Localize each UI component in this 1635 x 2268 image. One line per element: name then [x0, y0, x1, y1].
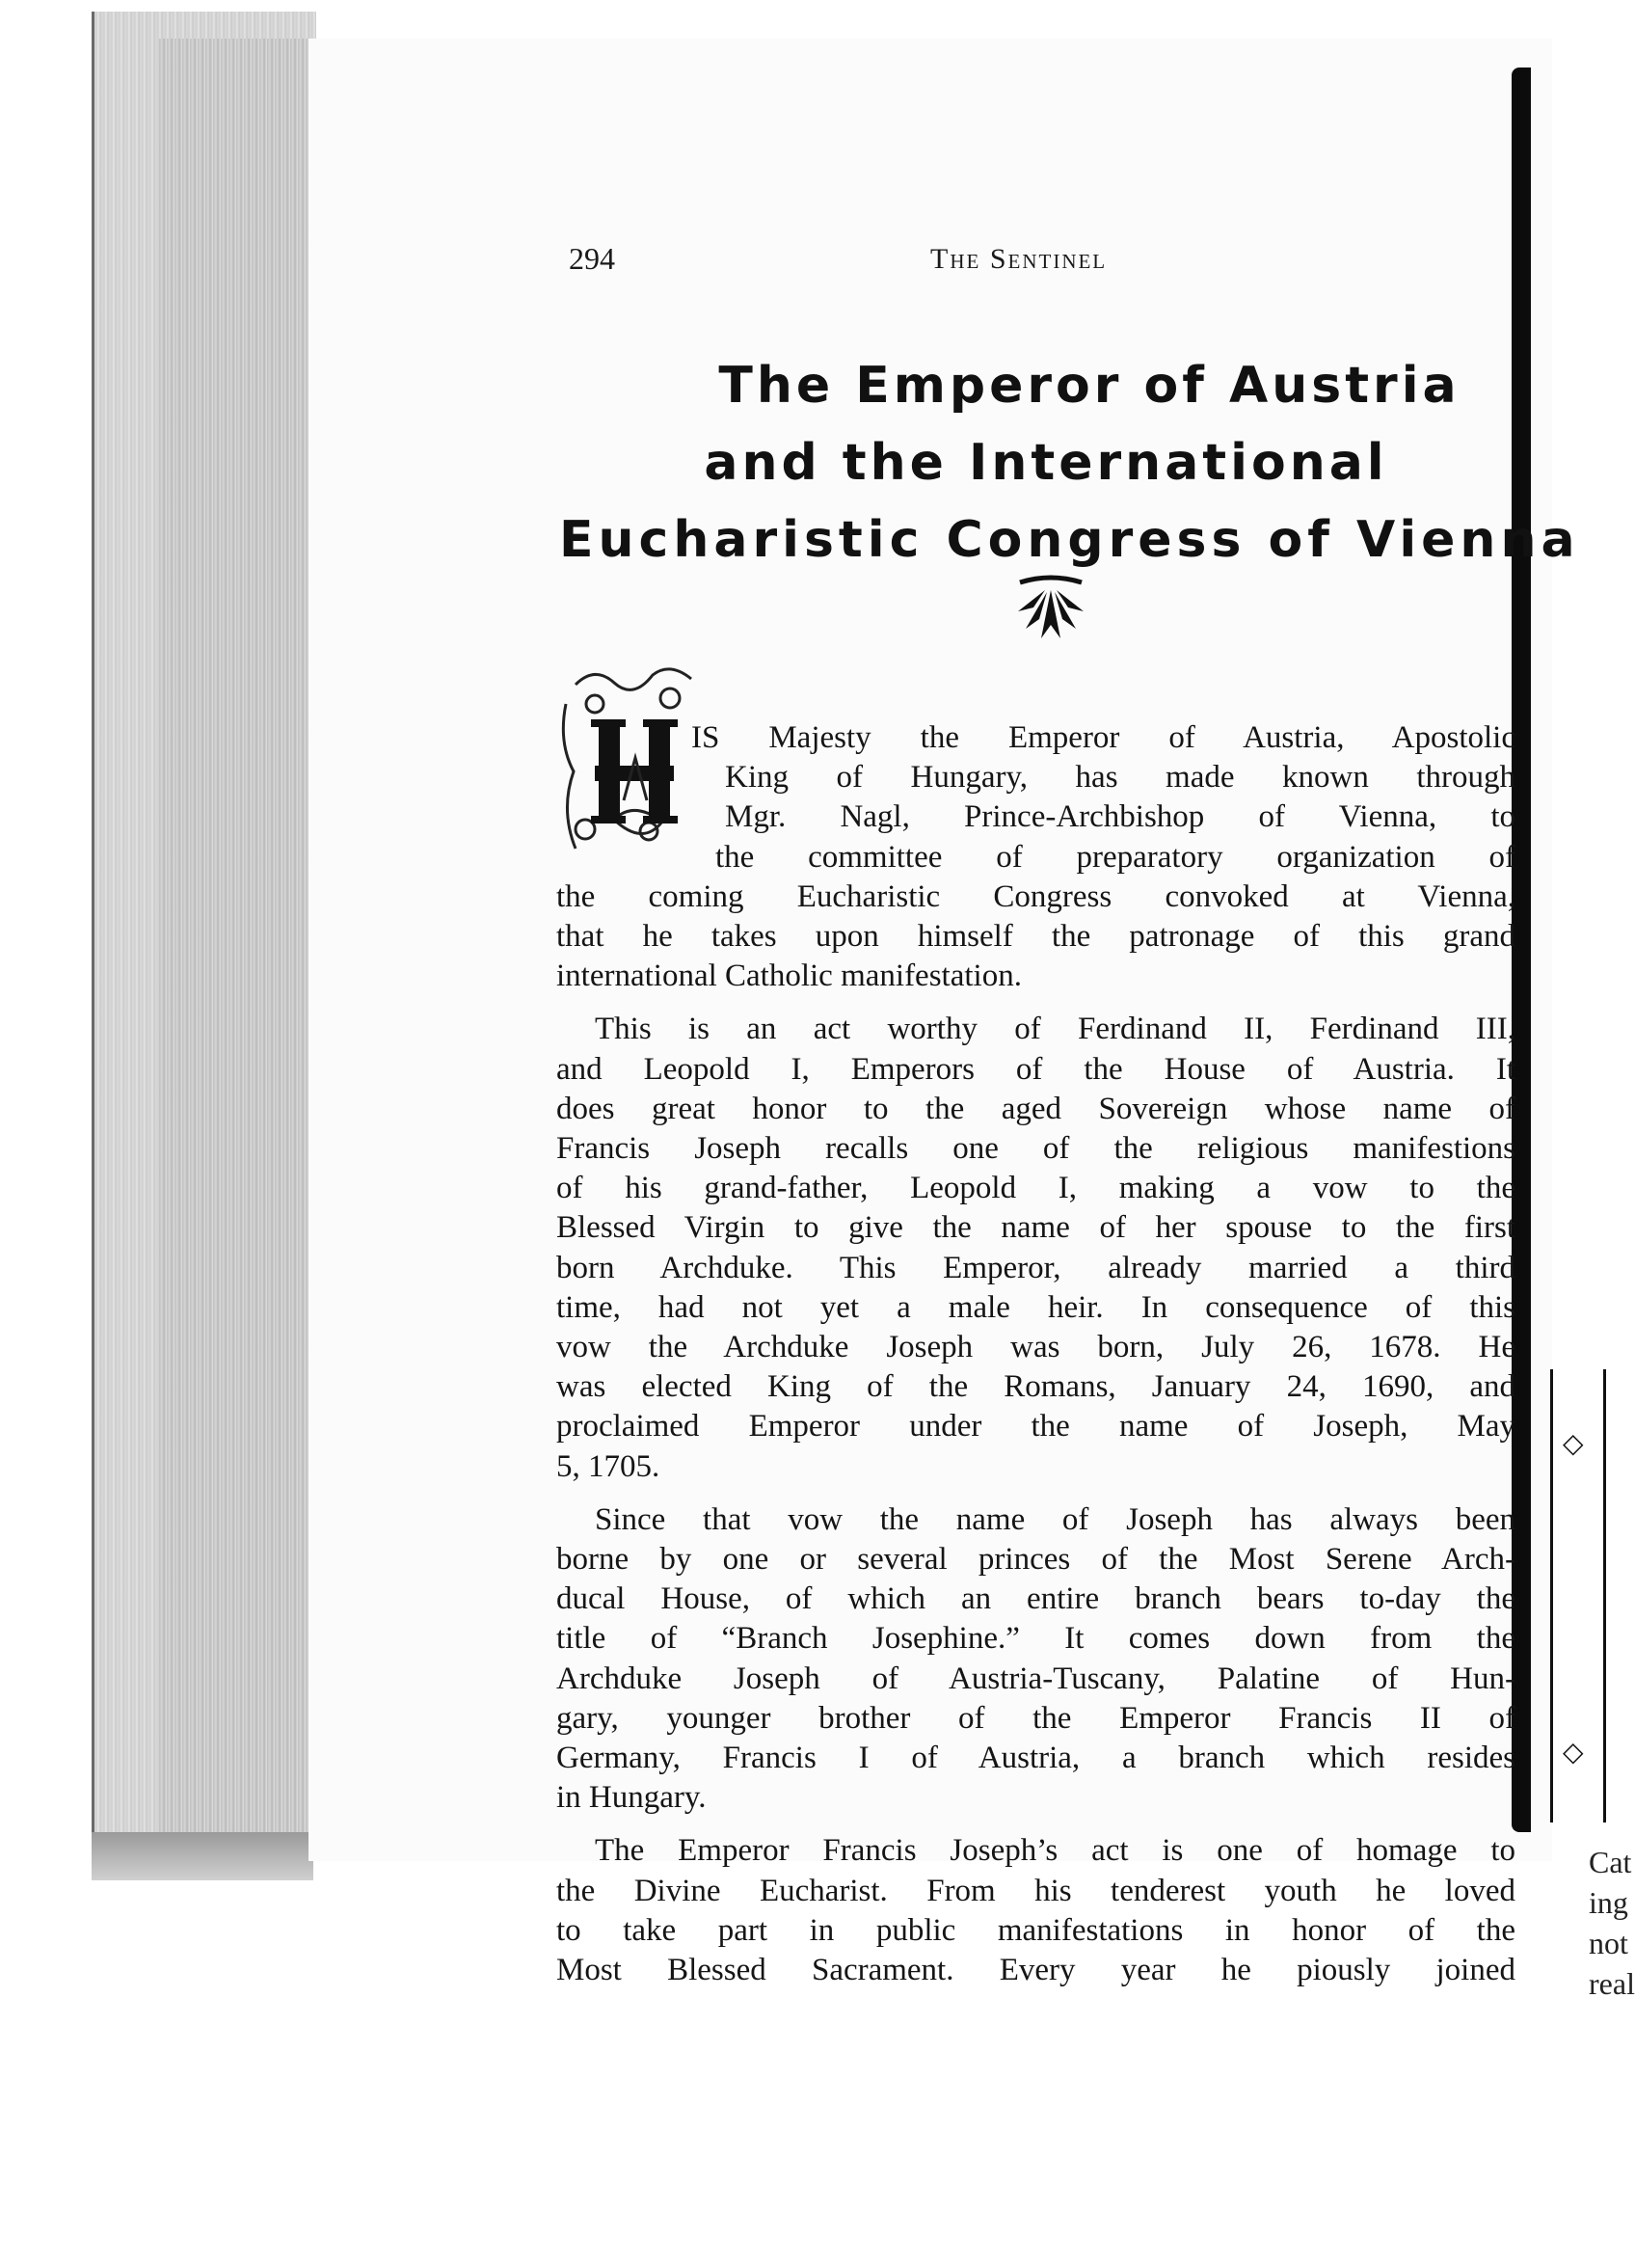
text-line: international Catholic manifestation. [556, 958, 1022, 994]
paragraph [556, 718, 1515, 996]
text-line: King of Hungary, has made known through [725, 760, 1515, 796]
paragraph [556, 1500, 1515, 1819]
text-line: of his grand-father, Leopold I, making a vow to the [556, 1171, 1515, 1206]
facing-page-ornament [1550, 1369, 1606, 1822]
text-line: Blessed Virgin to give the name of her spouse to the first [556, 1210, 1515, 1246]
text-line: and Leopold I, Emperors of the House of Austria. It [556, 1051, 1515, 1087]
fleuron-ornament-icon [1012, 569, 1089, 646]
text-line: Francis Joseph recalls one of the religious manifestions [556, 1131, 1515, 1167]
text-line: This is an act worthy of Ferdinand II, Ferdinand III, [595, 1012, 1515, 1047]
paragraph [556, 1831, 1515, 1990]
facing-page-text [1589, 1842, 1635, 2004]
text-line: proclaimed Emperor under the name of Joseph, May [556, 1409, 1515, 1444]
text-line: the committee of preparatory organization of [715, 839, 1515, 875]
text-line: the coming Eucharistic Congress convoked at Vienna, [556, 878, 1515, 914]
paragraph [556, 1010, 1515, 1486]
drop-cap-letter: H [632, 810, 634, 811]
text-line: to take part in public manifestations in honor of the [556, 1912, 1515, 1948]
text-line: was elected King of the Romans, January 24, 1690, and [556, 1369, 1515, 1405]
text-line: Germany, Francis I of Austria, a branch which resides [556, 1741, 1515, 1776]
facing-page-fragment: Cat [1589, 1845, 1632, 1879]
page-edges-inner [159, 39, 313, 1842]
text-line: borne by one or several princes of the Most Serene Arch- [556, 1542, 1515, 1578]
title-line: The Emperor of Austria [718, 357, 1461, 415]
text-line: that he takes upon himself the patronage of this grand [556, 919, 1515, 955]
text-line: Archduke Joseph of Austria-Tuscany, Palatine of Hun- [556, 1660, 1515, 1696]
title-line: and the International [704, 434, 1388, 492]
text-line: Most Blessed Sacrament. Every year he piously joined [556, 1953, 1515, 1988]
text-line: vow the Archduke Joseph was born, July 26, 1678. He [556, 1330, 1515, 1365]
text-line: IS Majesty the Emperor of Austria, Apostolic [691, 720, 1515, 755]
text-line: in Hungary. [556, 1780, 707, 1816]
text-line: time, had not yet a male heir. In consequence of this [556, 1289, 1515, 1325]
text-line: Since that vow the name of Joseph has always been [595, 1501, 1515, 1537]
text-line: born Archduke. This Emperor, already married a third [556, 1250, 1515, 1285]
facing-page-fragment: not [1589, 1926, 1628, 1960]
title-line: Eucharistic Congress of Vienna [559, 511, 1580, 569]
diamond-ornament-icon: ◇ [1563, 1738, 1584, 1768]
text-line: Mgr. Nagl, Prince-Archbishop of Vienna, to [725, 799, 1515, 835]
page-number: 294 [569, 241, 615, 276]
article-body [556, 718, 1515, 1990]
text-line: The Emperor Francis Joseph’s act is one of homage to [595, 1833, 1515, 1869]
facing-page-fragment: real [1589, 1966, 1635, 2001]
text-line: does great honor to the aged Sovereign whose name of [556, 1091, 1515, 1126]
facing-page-fragment: ing [1589, 1885, 1628, 1920]
text-line: the Divine Eucharist. From his tenderest youth he loved [556, 1873, 1515, 1908]
background-margin [0, 0, 96, 2268]
text-line: 5, 1705. [556, 1448, 660, 1484]
article-title [559, 347, 1580, 579]
book-bottom-edge [92, 1832, 313, 1880]
text-line: title of “Branch Josephine.” It comes down from the [556, 1621, 1515, 1657]
text-line: ducal House, of which an entire branch bears to-day the [556, 1581, 1515, 1617]
running-title: The Sentinel [930, 243, 1108, 275]
diamond-ornament-icon: ◇ [1563, 1429, 1584, 1459]
text-line: gary, younger brother of the Emperor Francis II of [556, 1700, 1515, 1736]
